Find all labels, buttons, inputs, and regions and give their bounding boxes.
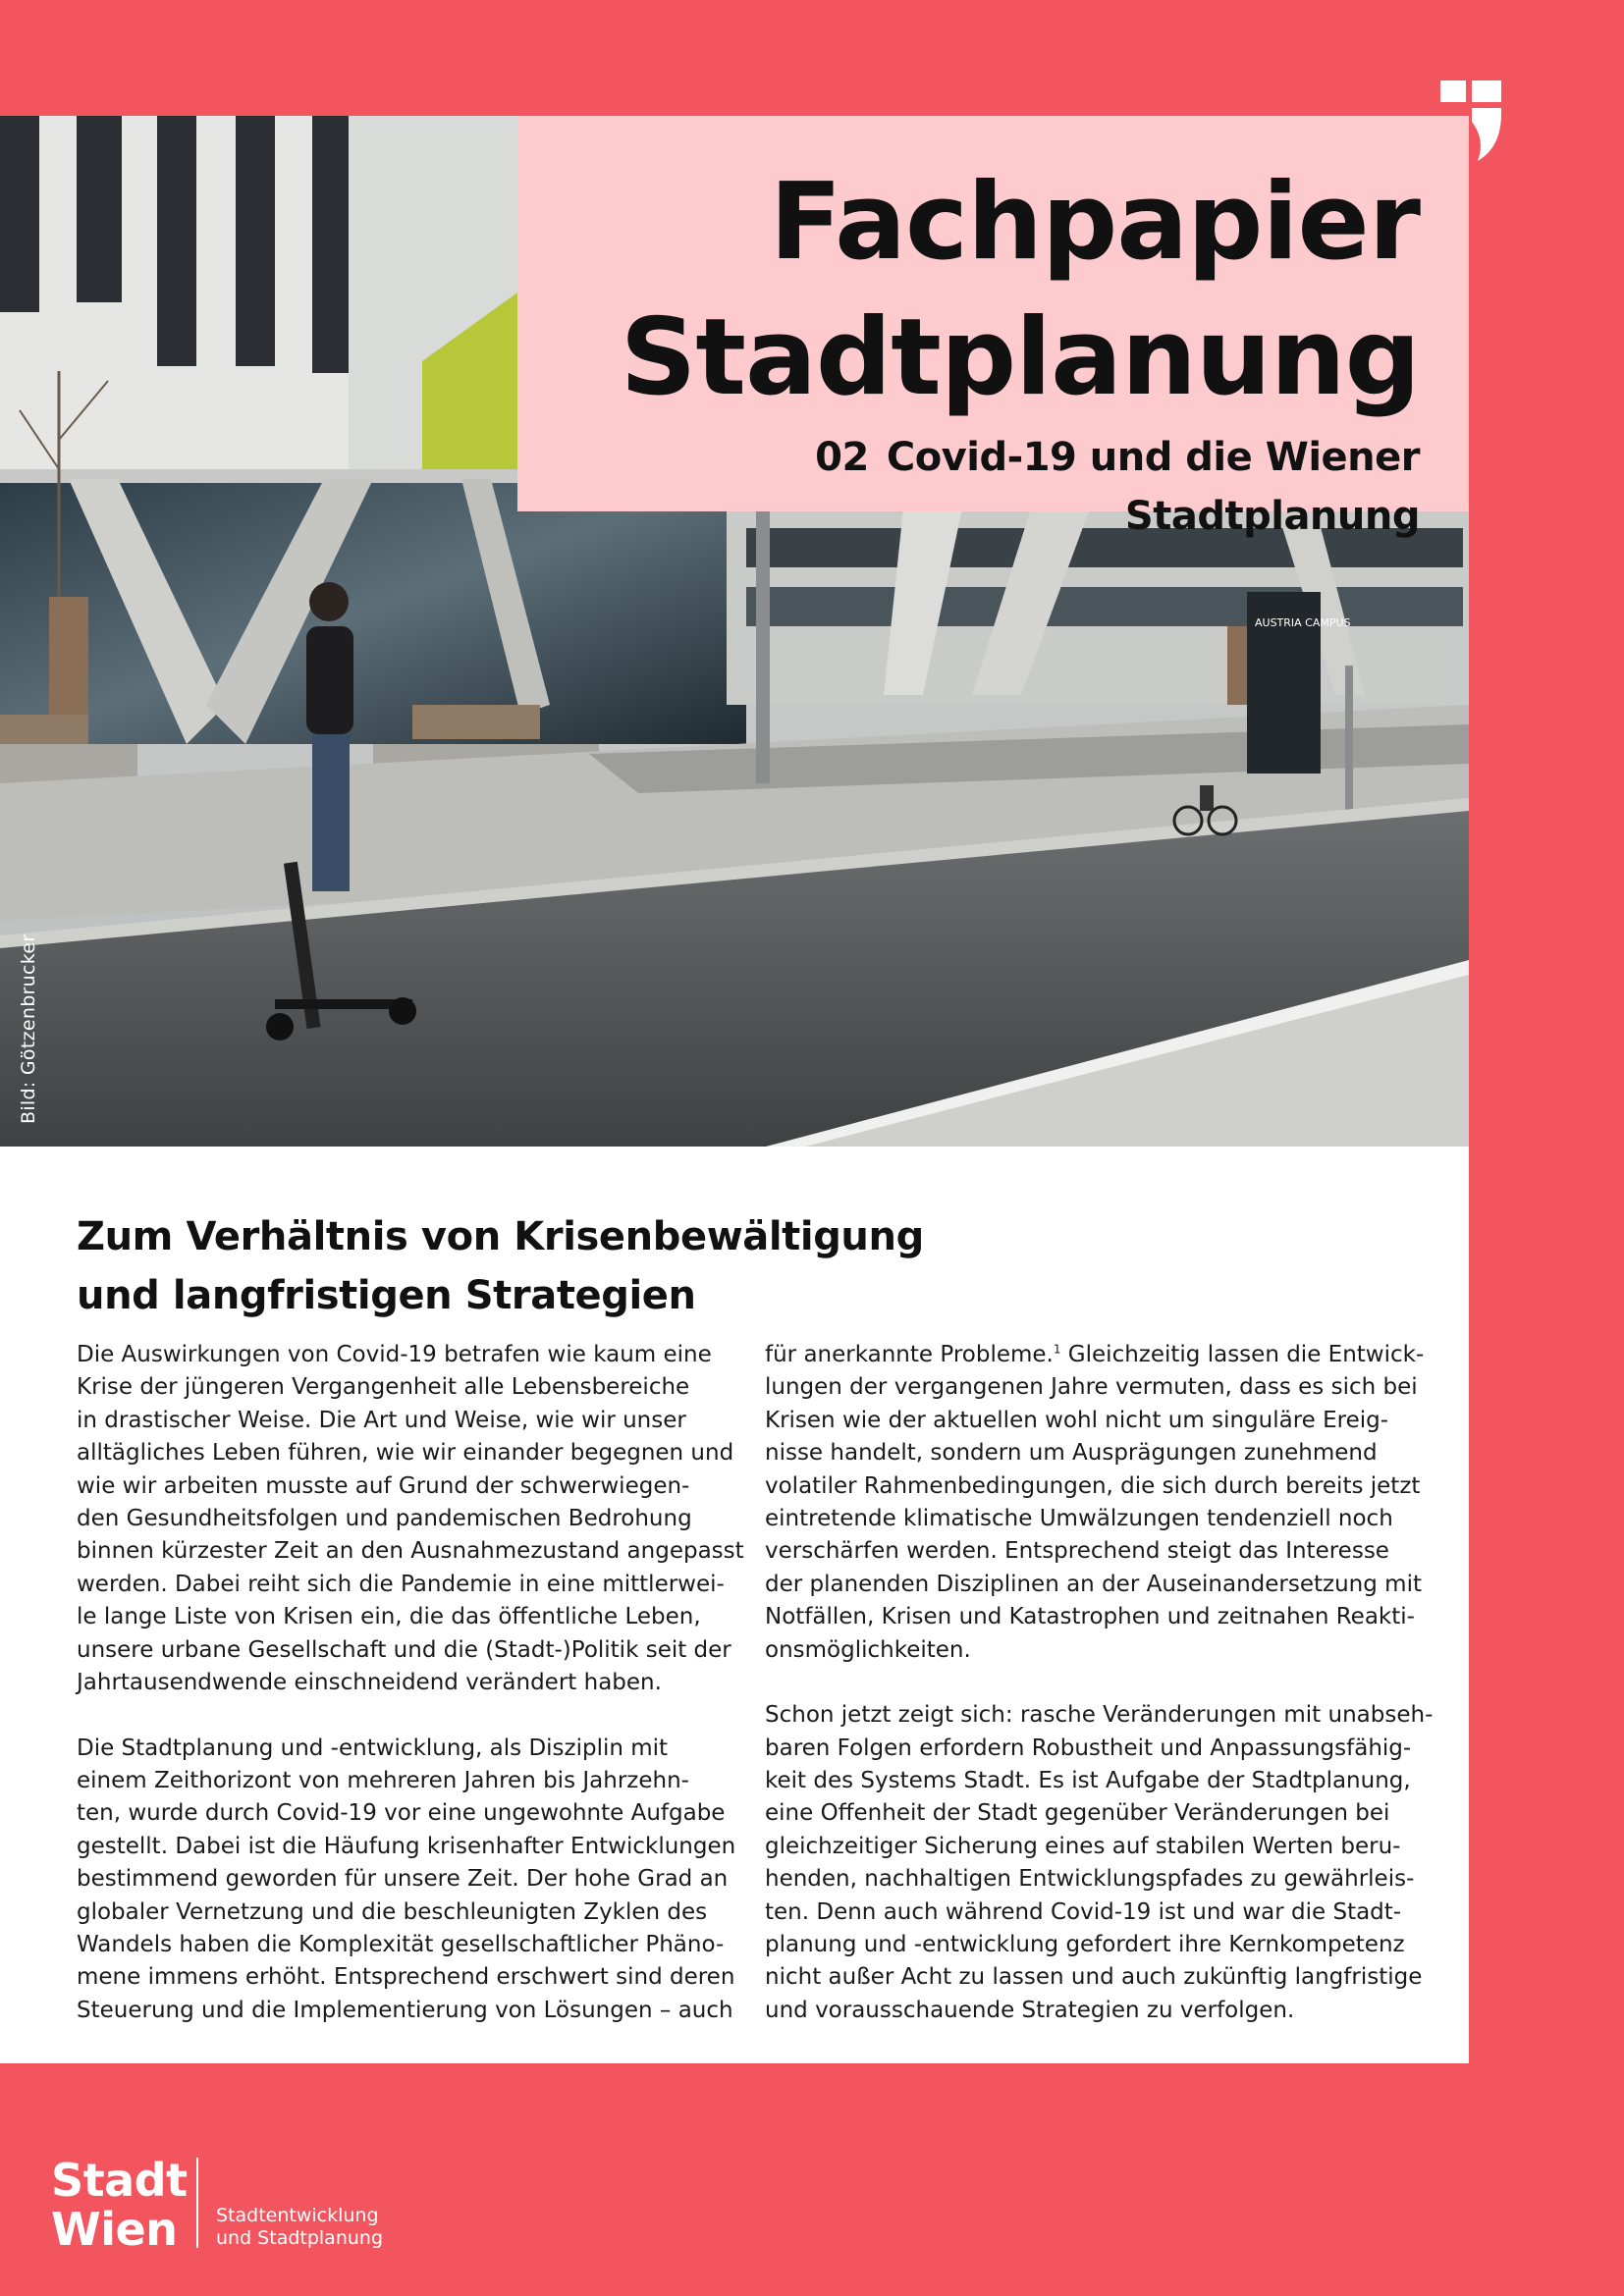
text-line: mene immens erhöht. Entsprechend erschwert sind deren <box>77 1964 735 1991</box>
text-line: der planenden Disziplinen an der Auseinandersetzung mit <box>765 1571 1422 1597</box>
text-line: unsere urbane Gesellschaft und die (Stadt-)Politik seit der <box>77 1636 731 1663</box>
title-box <box>517 116 1469 539</box>
text-line: verschärfen werden. Entsprechend steigt das Interesse <box>765 1538 1389 1565</box>
text-line: globaler Vernetzung und die beschleunigten Zyklen des <box>77 1898 708 1925</box>
text-line: Krisen wie der aktuellen wohl nicht um singuläre Ereig- <box>765 1407 1389 1433</box>
text-line: le lange Liste von Krisen ein, die das öffentliche Leben, <box>77 1604 701 1630</box>
title-line-2: Stadtplanung <box>620 296 1420 419</box>
text-line: nisse handelt, sondern um Ausprägungen zunehmend <box>765 1440 1378 1467</box>
logo-line-1: Stadt <box>51 2154 188 2207</box>
text-line: einem Zeithorizont von mehreren Jahren bis Jahrzehn- <box>77 1768 689 1794</box>
text-line: Wandels haben die Komplexität gesellschaftlicher Phäno- <box>77 1932 725 1958</box>
text-line: volatiler Rahmenbedingungen, die sich durch bereits jetzt <box>765 1472 1421 1499</box>
text-line: planung und -entwicklung gefordert ihre Kernkompetenz <box>765 1932 1405 1958</box>
text-line: eine Offenheit der Stadt gegenüber Veränderungen bei <box>765 1800 1390 1827</box>
logo-divider <box>196 2158 198 2248</box>
text-line: Die Auswirkungen von Covid-19 betrafen wie kaum eine <box>77 1342 712 1367</box>
campus-sign-text: AUSTRIA CAMPUS <box>1255 616 1351 629</box>
article-heading <box>77 1207 960 1325</box>
department-line-1: Stadtentwicklung <box>216 2205 379 2226</box>
article-panel <box>0 1147 1469 2063</box>
photo-credit: Bild: Götzenbrucker <box>18 934 39 1124</box>
page-subtitle <box>517 428 1420 546</box>
text-line: gestellt. Dabei ist die Häufung krisenhafter Entwicklungen <box>77 1833 736 1859</box>
text-line: den Gesundheitsfolgen und pandemischen Bedrohung <box>77 1505 692 1531</box>
text-line: wie wir arbeiten musste auf Grund der schwerwiegen- <box>77 1472 690 1499</box>
article-left-column <box>77 1339 744 2027</box>
text-line: werden. Dabei reiht sich die Pandemie in eine mittlerwei- <box>77 1571 725 1597</box>
text-line: Notfällen, Krisen und Katastrophen und zeitnahen Reakti- <box>765 1604 1415 1630</box>
text-line: Jahrtausendwende einschneidend verändert haben. <box>77 1669 662 1695</box>
text-line: Steuerung und die Implementierung von Lösungen – auch <box>77 1997 733 2023</box>
text-line: keit des Systems Stadt. Es ist Aufgabe der Stadtplanung, <box>765 1768 1411 1794</box>
heading-line-2: und langfristigen Strategien <box>77 1273 696 1318</box>
paragraph-gap <box>765 1667 1425 1699</box>
text-line: alltägliches Leben führen, wie wir einander begegnen und <box>77 1440 734 1467</box>
footnote-marker: 1 <box>1053 1342 1061 1357</box>
text-line: gleichzeitiger Sicherung eines auf stabilen Werten beru- <box>765 1833 1401 1859</box>
text-line: eintretende klimatische Umwälzungen tendenziell noch <box>765 1505 1393 1531</box>
text-line: henden, nachhaltigen Entwicklungspfades zu gewährleis- <box>765 1866 1415 1893</box>
text-segment: Gleichzeitig lassen die Entwick- <box>1060 1342 1425 1367</box>
text-line: in drastischer Weise. Die Art und Weise, wie wir unser <box>77 1407 686 1433</box>
text-line: baren Folgen erfordern Robustheit und Anpassungsfähig- <box>765 1735 1412 1761</box>
text-line: lungen der vergangenen Jahre vermuten, dass es sich bei <box>765 1374 1418 1401</box>
text-line: ten. Denn auch während Covid-19 ist und war die Stadt- <box>765 1898 1402 1925</box>
wien-logo-mark-icon <box>1438 79 1509 162</box>
department-name <box>216 2205 383 2250</box>
logo-line-2: Wien <box>51 2203 178 2256</box>
text-line: nicht außer Acht zu lassen und auch zukünftig langfristige <box>765 1964 1423 1991</box>
text-line: onsmöglichkeiten. <box>765 1636 971 1663</box>
logo-wordmark <box>51 2156 188 2254</box>
department-line-2: und Stadtplanung <box>216 2227 384 2249</box>
text-line <box>765 1339 1425 1371</box>
title-line-1: Fachpapier <box>769 161 1420 284</box>
text-line: bestimmend geworden für unsere Zeit. Der hohe Grad an <box>77 1866 729 1893</box>
page-title <box>517 155 1420 426</box>
subtitle-text: Covid-19 und die Wiener Stadtplanung <box>886 435 1420 539</box>
text-line: Die Stadtplanung und -entwicklung, als Disziplin mit <box>77 1735 669 1761</box>
text-line: Schon jetzt zeigt sich: rasche Veränderungen mit unabseh- <box>765 1702 1434 1729</box>
text-line: binnen kürzester Zeit an den Ausnahmezustand angepasst <box>77 1538 744 1565</box>
paragraph-gap <box>77 1699 736 1732</box>
issue-number: 02 <box>815 435 869 480</box>
text-line: und vorausschauende Strategien zu verfolgen. <box>765 1997 1295 2023</box>
heading-line-1: Zum Verhältnis von Krisenbewältigung <box>77 1214 924 1259</box>
article-right-column <box>765 1339 1434 2027</box>
text-line: ten, wurde durch Covid-19 vor eine ungewohnte Aufgabe <box>77 1800 726 1827</box>
text-line: Krise der jüngeren Vergangenheit alle Lebensbereiche <box>77 1374 690 1401</box>
text-segment: für anerkannte Probleme. <box>765 1342 1054 1367</box>
